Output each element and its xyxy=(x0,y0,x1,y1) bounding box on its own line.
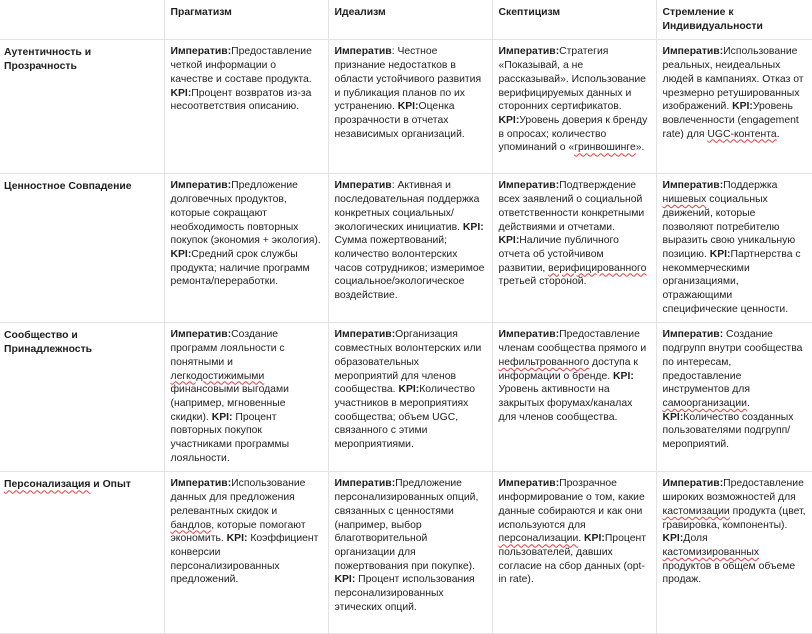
spellcheck-word: кастомизации xyxy=(662,505,730,517)
spellcheck-word: UGC-контента xyxy=(707,128,777,140)
imperative-label: Императив: xyxy=(334,329,396,341)
spellcheck-word: персонализации xyxy=(498,533,579,545)
imperative-label: Императив xyxy=(334,180,392,192)
imperative-text: Предоставление широких возможностей для xyxy=(662,478,804,504)
kpi-text-end: ». xyxy=(635,142,645,154)
kpi-text: Наличие публичного отчета об устойчивом развитии, xyxy=(498,235,619,274)
imperative-text-end: . xyxy=(578,533,585,545)
kpi-text: Процент пользователей, давших согласие на сбор данных (opt-in rate). xyxy=(498,533,646,586)
table-row xyxy=(0,174,812,323)
imperative-label: Императив: xyxy=(498,46,560,58)
cell-community-skepticism xyxy=(492,323,656,472)
kpi-label: KPI: xyxy=(170,248,192,260)
cell-community-pragmatism xyxy=(164,323,328,472)
kpi-label: KPI: xyxy=(398,384,420,396)
imperative-label: Императив: xyxy=(662,478,724,490)
cell-personalization-individuality xyxy=(656,472,812,634)
spellcheck-word: легкодостижимыми xyxy=(170,370,265,382)
kpi-label: KPI: xyxy=(397,101,419,113)
spellcheck-word: нишевых xyxy=(662,194,707,206)
kpi-label: KPI: xyxy=(334,574,356,586)
kpi-label: KPI: xyxy=(732,101,753,113)
cell-authenticity-skepticism xyxy=(492,40,656,174)
header-row xyxy=(0,0,812,40)
imperative-text: Предложение долговечных продуктов, которые сокращают необходимость повторных покупок (экономия + экология). xyxy=(170,180,321,247)
spellcheck-word: бандлов xyxy=(170,519,212,531)
imperative-label: Императив: xyxy=(170,180,232,192)
table-row xyxy=(0,40,812,174)
imperative-text-end: продукта (цвет, гравировка, компоненты). xyxy=(662,505,806,531)
kpi-label: KPI: xyxy=(662,533,684,545)
cell-values-skepticism xyxy=(492,174,656,323)
kpi-label: KPI: xyxy=(709,248,731,260)
kpi-label: KPI: xyxy=(170,87,192,99)
cell-authenticity-idealism xyxy=(328,40,492,174)
kpi-text-end: продуктов в общем объеме продаж. xyxy=(662,560,796,586)
imperative-text: Предоставление четкой информации о качестве и составе продукта. xyxy=(170,46,312,85)
imperative-text: Прозрачное информирование о том, какие данные собираются и как они используются для xyxy=(498,478,645,531)
kpi-text: Средний срок службы продукта; наличие программ ремонта/переработки. xyxy=(170,248,310,288)
imperative-label: Императив: xyxy=(170,46,232,58)
imperative-text: Организация совместных волонтерских или образовательных мероприятий для членов сообщества. xyxy=(334,329,482,396)
header-idealism: Идеализм xyxy=(328,0,492,40)
imperative-text: Использование данных для предложения релевантных скидок и xyxy=(170,478,306,517)
imperative-text: Предложение персонализированных опций, связанных с ценностями (например, выбор благотворительной организации для пожертвования при покупке). xyxy=(334,478,479,572)
spellcheck-word: самоорганизации xyxy=(662,397,747,409)
table-row xyxy=(0,323,812,472)
kpi-label: KPI: xyxy=(498,114,520,126)
row-label-personalization xyxy=(0,472,164,634)
cell-community-idealism xyxy=(328,323,492,472)
header-individuality: Стремление к Индивидуальности xyxy=(656,0,812,40)
kpi-label: KPI: xyxy=(226,533,248,545)
header-corner-cell xyxy=(0,0,164,40)
cell-personalization-pragmatism xyxy=(164,472,328,634)
imperative-text-end: финансовыми выгодами (например, мгновенные скидки). xyxy=(170,384,289,423)
imperative-label: Императив: xyxy=(662,329,724,341)
kpi-text: Количество созданных пользователями подгрупп/мероприятий. xyxy=(662,411,794,451)
imperative-text-end: доступа к информации о бренде. xyxy=(498,356,638,382)
imperative-text: : Честное признание недостатков в области устойчивого развития и публикация планов по их устранению. xyxy=(334,46,482,113)
kpi-text: Процент возвратов из-за несоответствия описанию. xyxy=(170,87,312,113)
kpi-text: Сумма пожертвований; количество волонтерских часов сотрудников; измеримое социальное/экологическое воздействие. xyxy=(334,235,485,302)
kpi-text: Процент использования персонализированных этических опций. xyxy=(334,574,475,613)
cell-values-idealism xyxy=(328,174,492,323)
imperative-label: Императив: xyxy=(662,180,724,192)
imperative-label: Императив: xyxy=(498,478,560,490)
spellcheck-word: верифицированного xyxy=(548,262,647,274)
kpi-text-end: . xyxy=(776,128,780,140)
imperative-label: Императив: xyxy=(498,180,560,192)
table-row xyxy=(0,472,812,634)
imperative-text-end: , которые помогают экономить. xyxy=(170,519,306,545)
spellcheck-word: Персонализация xyxy=(4,479,91,491)
imperative-text: Стратегия «Показывай, а не рассказывай». Использование верифицируемых данных и сторонних сертификатов. xyxy=(498,46,646,113)
kpi-text-end: третьей стороной. xyxy=(498,276,587,288)
imperative-text: Создание подгрупп внутри сообщества по интересам, предоставление инструментов для xyxy=(662,329,803,396)
kpi-label: KPI: xyxy=(498,235,520,247)
kpi-label: KPI: xyxy=(613,370,634,382)
cell-authenticity-individuality xyxy=(656,40,812,174)
kpi-text: Коэффициент конверсии персонализированных предложений. xyxy=(170,533,319,586)
row-label-authenticity: Аутентичность и Прозрачность xyxy=(0,40,164,174)
kpi-text: Уровень активности на закрытых форумах/каналах для членов сообщества. xyxy=(498,384,633,423)
imperative-label: Императив: xyxy=(662,46,724,58)
cell-authenticity-pragmatism xyxy=(164,40,328,174)
header-pragmatism: Прагматизм xyxy=(164,0,328,40)
kpi-text: Партнерства с некоммерческими организациями, отражающими специфические ценности. xyxy=(662,248,801,315)
kpi-label: KPI: xyxy=(662,411,684,423)
kpi-text: Оценка прозрачности в отчетах независимых организаций. xyxy=(334,101,465,140)
imperative-label: Императив: xyxy=(498,329,560,341)
cell-community-individuality xyxy=(656,323,812,472)
imperative-text: : Активная и последовательная поддержка конкретных социальных/экологических инициатив. xyxy=(334,180,480,233)
imperative-text: Подтверждение всех заявлений о социальной ответственности конкретными действиями и отчетами. xyxy=(498,180,645,233)
kpi-text: Доля xyxy=(683,533,708,545)
row-label-value-alignment: Ценностное Совпадение xyxy=(0,174,164,323)
kpi-label: KPI: xyxy=(584,533,605,545)
imperative-label: Императив: xyxy=(170,329,232,341)
imperative-text: Создание программ лояльности с понятными и xyxy=(170,329,285,368)
kpi-text: Количество участников в мероприятиях сообщества; объем UGC, связанного с этими мероприятиями. xyxy=(334,384,476,451)
imperative-text-end: социальных движений, которые позволяют потребителю выразить свою уникальную позицию. xyxy=(662,194,796,260)
imperative-label: Императив: xyxy=(170,478,232,490)
spellcheck-word: кастомизированных xyxy=(662,546,760,558)
imperative-label: Императив: xyxy=(334,478,396,490)
header-skepticism: Скептицизм xyxy=(492,0,656,40)
imperative-label: Императив xyxy=(334,46,392,58)
spellcheck-word: гринвошинге xyxy=(574,142,636,154)
kpi-label: KPI: xyxy=(462,221,484,233)
imperative-text-end: . xyxy=(746,397,750,409)
imperative-text: Использование реальных, неидеальных людей в кампаниях. Отказ от чрезмерно ретушированных изображений. xyxy=(662,46,804,113)
kpi-text: Процент повторных покупок участниками программы лояльности. xyxy=(170,411,290,464)
spellcheck-word: нефильтрованного xyxy=(498,356,590,368)
cell-values-individuality xyxy=(656,174,812,323)
kpi-text: Уровень вовлеченности (engagement rate) для xyxy=(662,101,799,140)
imperative-text: Предоставление членам сообщества прямого и xyxy=(498,329,647,355)
imperative-text: Поддержка xyxy=(723,180,778,192)
kpi-label: KPI: xyxy=(211,411,233,423)
row-label-community: Сообщество и Принадлежность xyxy=(0,323,164,472)
kpi-text: Уровень доверия к бренду в опросах; количество упоминаний о « xyxy=(498,114,648,154)
cell-personalization-skepticism xyxy=(492,472,656,634)
row-label-rest: и Опыт xyxy=(90,479,131,491)
cell-values-pragmatism xyxy=(164,174,328,323)
cell-personalization-idealism xyxy=(328,472,492,634)
